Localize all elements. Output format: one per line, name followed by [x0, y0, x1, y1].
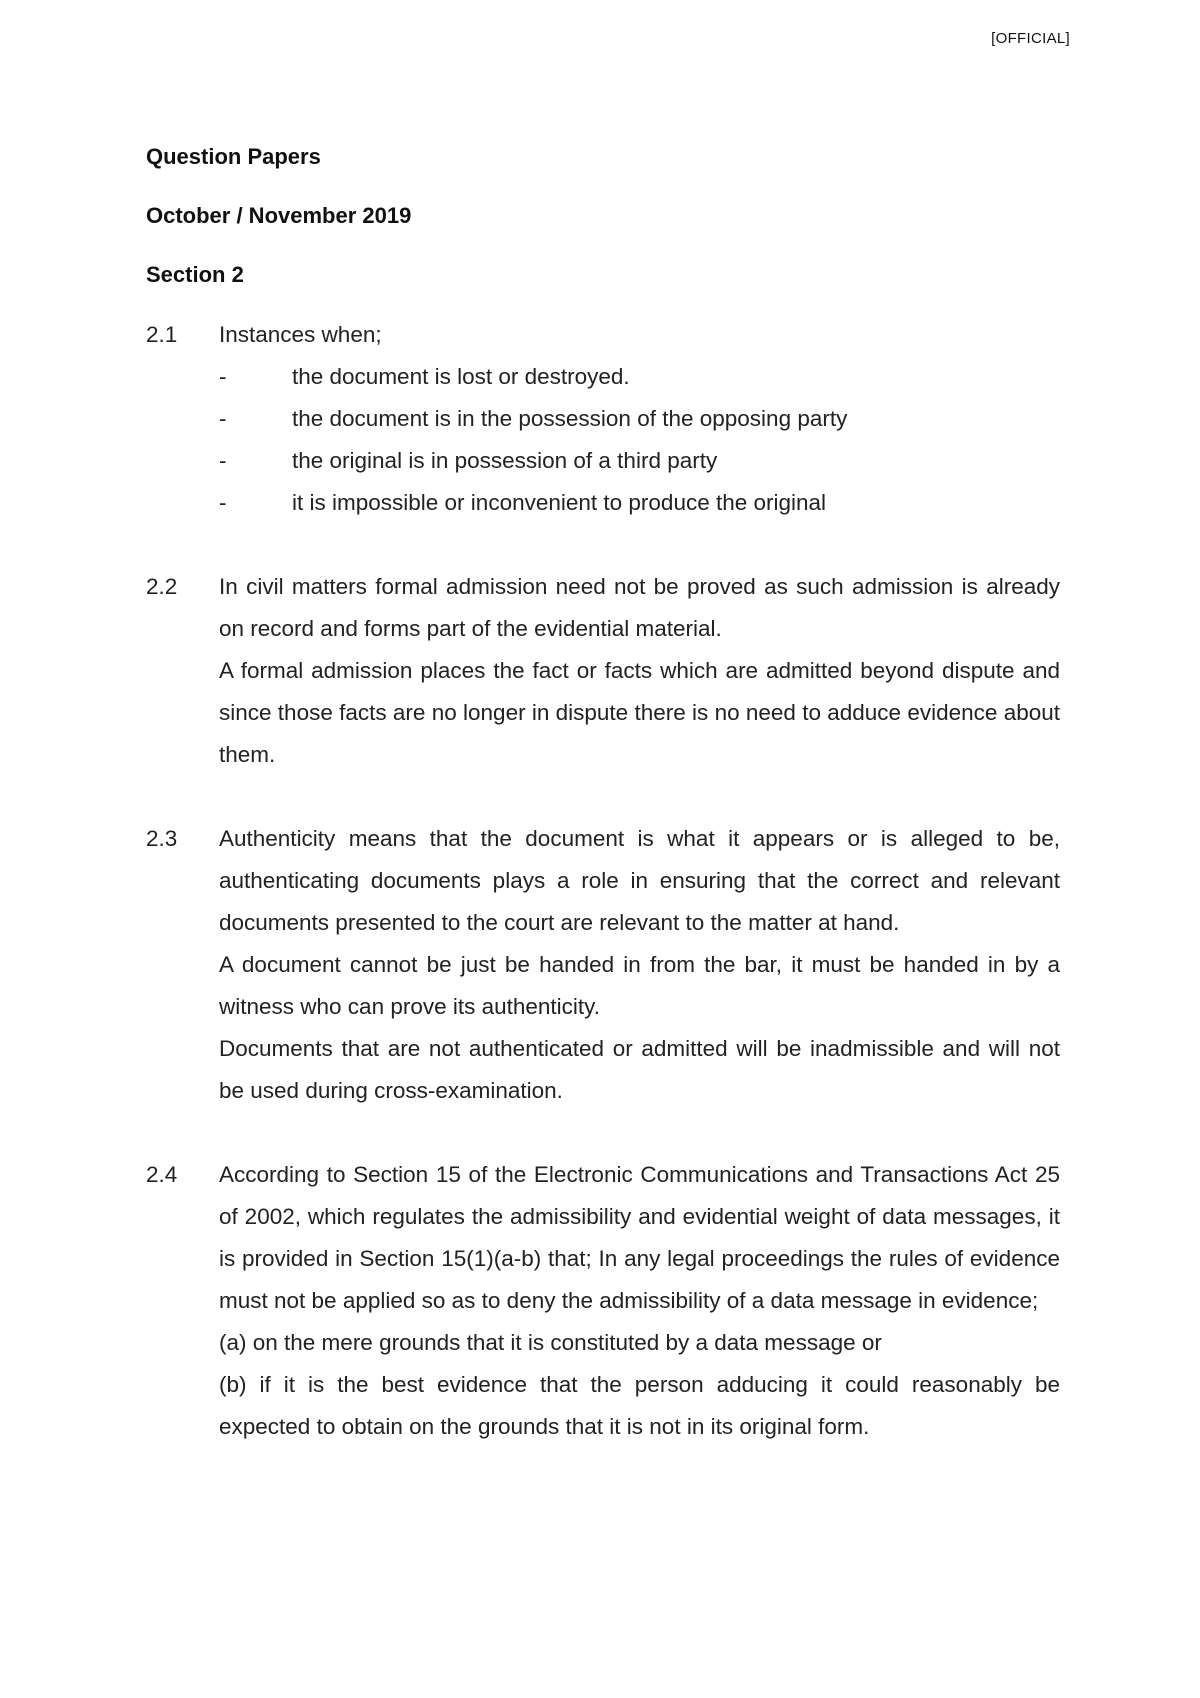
list-item [219, 482, 1060, 524]
answer-number: 2.2 [146, 574, 178, 599]
answer-number: 2.1 [146, 322, 178, 347]
bullet-dash: - [219, 406, 227, 431]
answer-number: 2.3 [146, 826, 178, 851]
answer-2-1 [146, 314, 1060, 524]
answer-2-2 [146, 566, 1060, 776]
answer-paragraph: In civil matters formal admission need not be proved as such admission is already on record and forms part of the evidential material. [219, 574, 1060, 641]
answer-2-4 [146, 1154, 1060, 1448]
answer-paragraph: Documents that are not authenticated or admitted will be inadmissible and will not be used during cross-examination. [219, 1036, 1060, 1103]
answer-paragraph: Authenticity means that the document is what it appears or is alleged to be, authenticating documents plays a role in ensuring that the correct and relevant documents presented to the court are relevant to the matter at hand. [219, 826, 1060, 935]
exam-date: October / November 2019 [146, 203, 412, 228]
answer-paragraph: A formal admission places the fact or facts which are admitted beyond dispute and since those facts are no longer in dispute there is no need to adduce evidence about them. [219, 658, 1060, 767]
list-item [219, 398, 1060, 440]
bullet-dash: - [219, 448, 227, 473]
list-item-text: the document is in the possession of the opposing party [292, 406, 848, 431]
answer-paragraph: According to Section 15 of the Electronic Communications and Transactions Act 25 of 2002, which regulates the admissibility and evidential weight of data messages, it is provided in Section 15(1)(a-b) that; In any legal proceedings the rules of evidence must not be applied so as to deny the admissibility of a data message in evidence; [219, 1162, 1060, 1313]
list-item-text: it is impossible or inconvenient to produce the original [292, 490, 827, 515]
answer-intro: Instances when; [219, 322, 382, 347]
answer-paragraph: (a) on the mere grounds that it is constituted by a data message or [219, 1330, 882, 1355]
document-title: Question Papers [146, 144, 321, 169]
answer-paragraph: (b) if it is the best evidence that the person adducing it could reasonably be expected to obtain on the grounds that it is not in its original form. [219, 1372, 1060, 1439]
classification-label: [OFFICIAL] [991, 30, 1070, 47]
list-item [219, 440, 1060, 482]
list-item-text: the original is in possession of a third party [292, 448, 718, 473]
answer-number: 2.4 [146, 1162, 178, 1187]
list-item [219, 356, 1060, 398]
answer-2-3 [146, 818, 1060, 1112]
instance-list [219, 356, 1060, 524]
bullet-dash: - [219, 490, 227, 515]
bullet-dash: - [219, 364, 227, 389]
section-heading: Section 2 [146, 262, 244, 287]
answer-paragraph: A document cannot be just be handed in from the bar, it must be handed in by a witness who can prove its authenticity. [219, 952, 1060, 1019]
list-item-text: the document is lost or destroyed. [292, 364, 630, 389]
